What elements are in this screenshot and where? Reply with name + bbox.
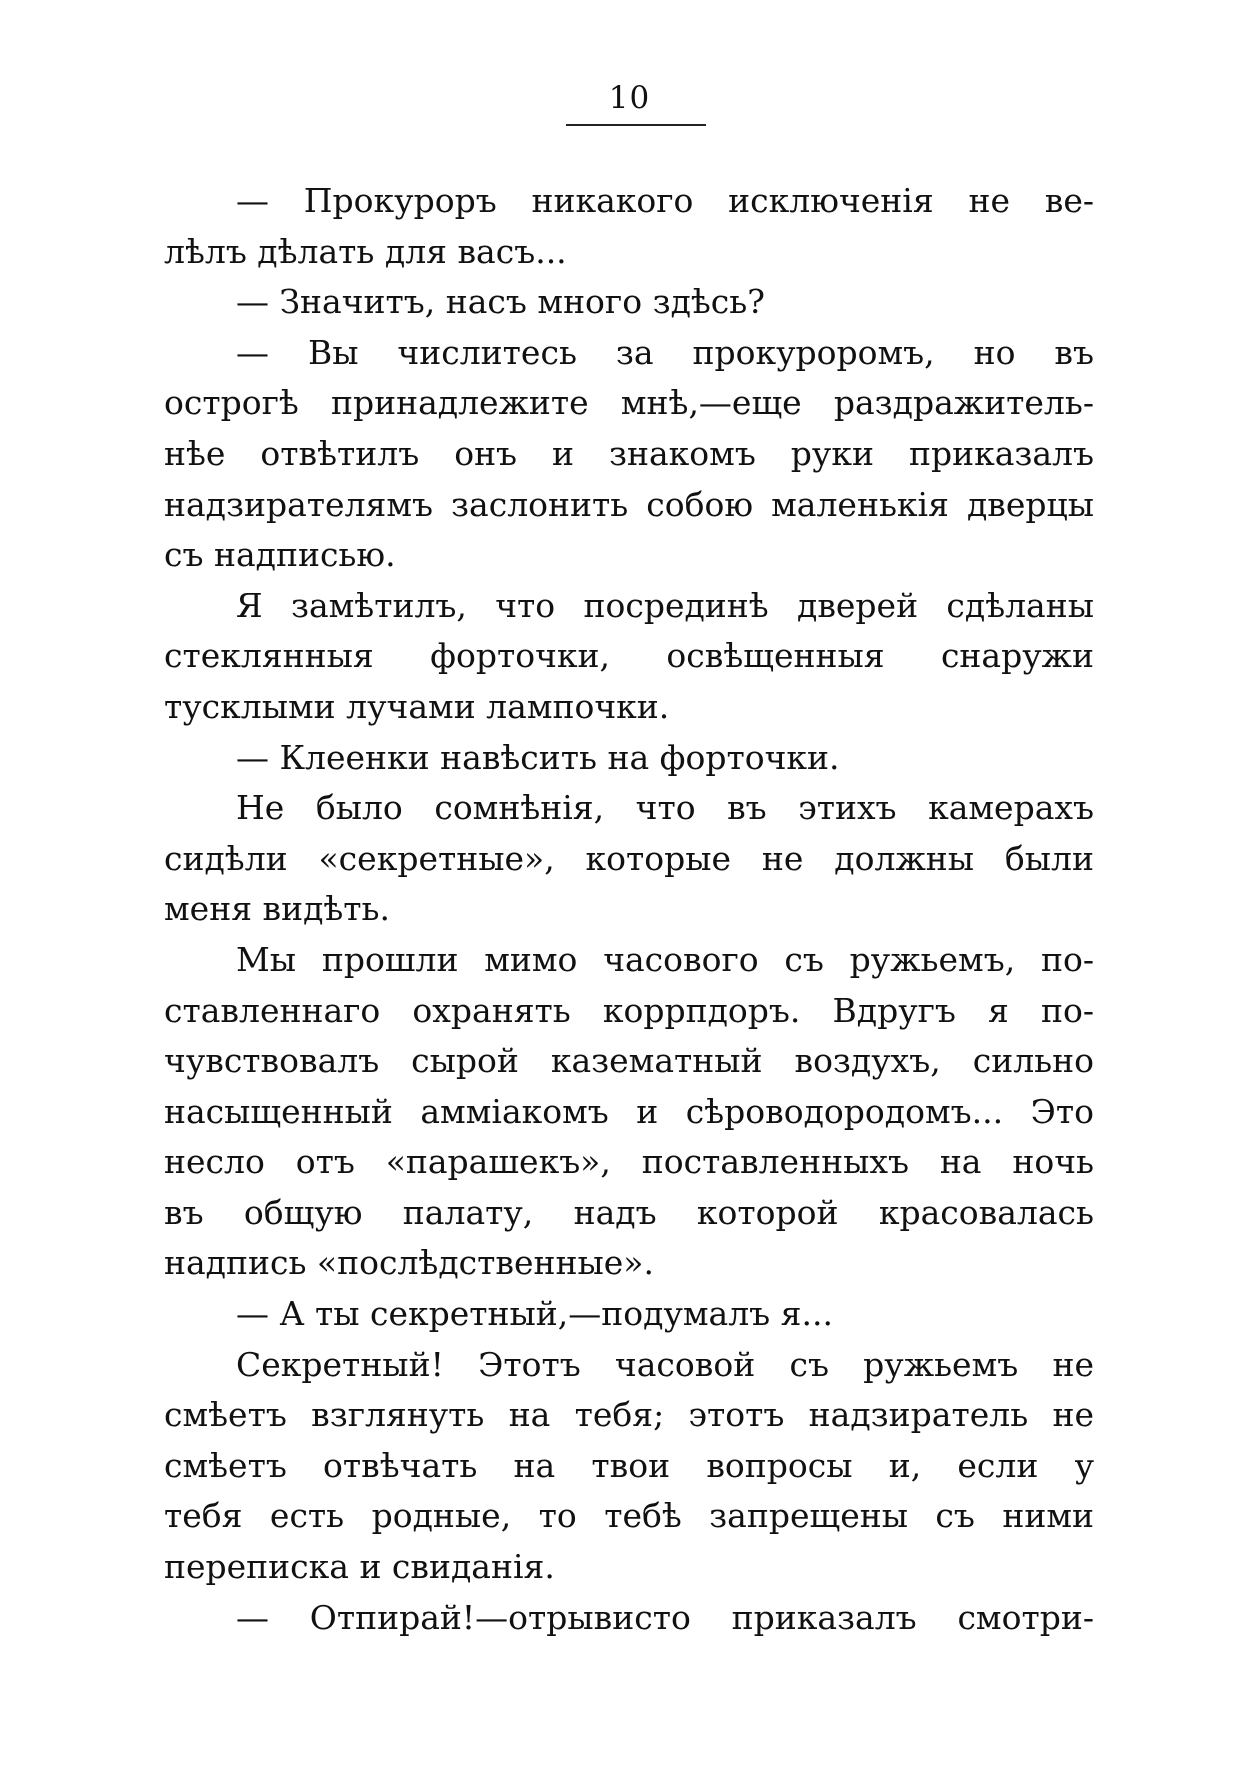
text-line: стеклянныя форточки, освѣщенныя снаружи [164, 636, 1094, 676]
text-line: — Клеенки навѣсить на форточки. [236, 737, 840, 777]
text-line: Мы прошли мимо часового съ ружьемъ, по- [236, 939, 1094, 979]
text-line: насыщенный амміакомъ и сѣроводородомъ... Это [164, 1091, 1094, 1131]
text-line: сидѣли «секретные», которые не должны были [164, 838, 1094, 878]
text-line: надпись «послѣдственные». [164, 1243, 654, 1283]
page-number: 10 [608, 80, 651, 116]
text-line: меня видѣть. [164, 889, 391, 929]
text-line: тусклыми лучами лампочки. [164, 686, 670, 726]
text-line: съ надписью. [164, 535, 396, 575]
text-line: тебя есть родные, то тебѣ запрещены съ ними [164, 1496, 1094, 1536]
text-line: чувствовалъ сырой казематный воздухъ, сильно [164, 1041, 1094, 1081]
text-line: переписка и свиданія. [164, 1547, 555, 1587]
body-text [164, 176, 1094, 1643]
text-line: надзирателямъ заслонить собою маленькія дверцы [164, 484, 1094, 524]
text-line: въ общую палату, надъ которой красовалась [164, 1192, 1094, 1232]
text-line: — Отпирай!—отрывисто приказалъ смотри- [236, 1597, 1094, 1637]
text-line: ставленнаго охранять коррпдоръ. Вдругъ я по- [164, 990, 1094, 1030]
text-line: Я замѣтилъ, что посрединѣ дверей сдѣланы [236, 585, 1094, 625]
text-line: — Значитъ, насъ много здѣсь? [236, 282, 765, 322]
text-line: — Вы числитесь за прокуроромъ, но въ [236, 332, 1094, 372]
text-line: — Прокуроръ никакого исключенія не ве- [236, 181, 1094, 220]
text-line: Секретный! Этотъ часовой съ ружьемъ не [236, 1344, 1094, 1384]
text-line: лѣлъ дѣлать для васъ... [164, 231, 567, 271]
text-line: острогѣ принадлежите мнѣ,—еще раздражитель- [164, 383, 1094, 423]
text-line: несло отъ «парашекъ», поставленныхъ на ночь [164, 1142, 1094, 1182]
text-line: нѣе отвѣтилъ онъ и знакомъ руки приказалъ [164, 433, 1094, 473]
text-line: Не было сомнѣнія, что въ этихъ камерахъ [236, 788, 1094, 828]
text-line: смѣетъ отвѣчать на твои вопросы и, если у [164, 1445, 1094, 1485]
page-number-rule [566, 124, 706, 126]
text-line: смѣетъ взглянуть на тебя; этотъ надзиратель не [164, 1395, 1094, 1435]
text-line: — А ты секретный,—подумалъ я... [236, 1294, 833, 1334]
